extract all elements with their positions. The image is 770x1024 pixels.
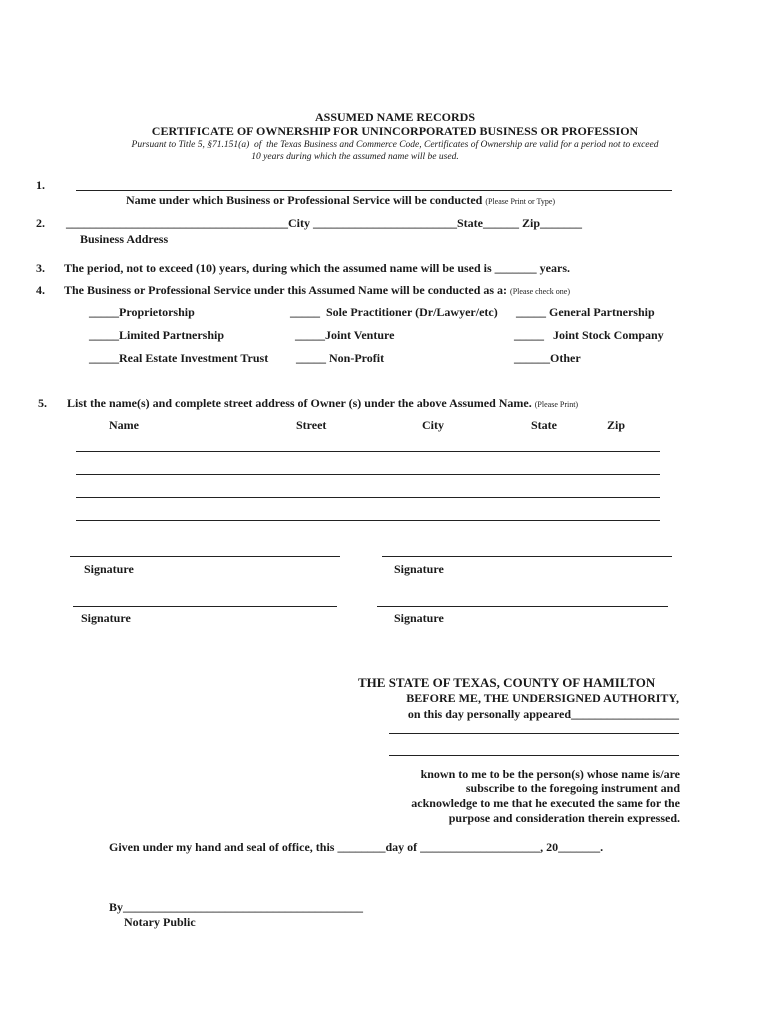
appeared-name-line-1[interactable] xyxy=(389,733,679,734)
option-joint-stock-company[interactable]: _____ Joint Stock Company xyxy=(514,328,664,342)
period-years-text[interactable]: The period, not to exceed (10) years, during which the assumed name will be used is _______ years. xyxy=(64,261,570,275)
column-zip: Zip xyxy=(607,418,626,432)
signature-line-1[interactable] xyxy=(70,556,340,557)
owner-line-3[interactable] xyxy=(76,497,660,498)
option-real-estate-investment-trust[interactable]: _____Real Estate Investment Trust xyxy=(89,351,269,365)
option-proprietorship[interactable]: _____Proprietorship xyxy=(89,305,195,319)
item-1-number: 1. xyxy=(36,178,45,192)
option-sole-practitioner[interactable]: _____ Sole Practitioner (Dr/Lawyer/etc) xyxy=(290,305,498,319)
known-text-3: acknowledge to me that he executed the same for the xyxy=(411,796,680,810)
business-name-field[interactable] xyxy=(76,190,672,191)
signature-label-2: Signature xyxy=(394,562,444,576)
state-county-heading: THE STATE OF TEXAS, COUNTY OF HAMILTON xyxy=(358,675,656,690)
column-name: Name xyxy=(109,418,139,432)
business-type-prompt: The Business or Professional Service under this Assumed Name will be conducted as a: (Please check one) xyxy=(64,283,570,297)
item-5-number: 5. xyxy=(38,396,47,410)
statute-note-line2: 10 years during which the assumed name will be used. xyxy=(251,152,459,162)
owner-line-4[interactable] xyxy=(76,520,660,521)
signature-line-3[interactable] xyxy=(73,606,337,607)
notary-signature-field[interactable]: By________________________________________ xyxy=(109,900,364,914)
signature-line-2[interactable] xyxy=(382,556,672,557)
title-certificate: CERTIFICATE OF OWNERSHIP FOR UNINCORPORATED BUSINESS OR PROFESSION xyxy=(151,124,639,138)
owners-prompt: List the name(s) and complete street address of Owner (s) under the above Assumed Name. (Please Print) xyxy=(67,396,579,410)
signature-label-1: Signature xyxy=(84,562,134,576)
statute-note-line1: Pursuant to Title 5, §71.151(a) of the Texas Business and Commerce Code, Certificates of Ownership are valid for a period not to exceed xyxy=(131,140,659,150)
business-name-label: Name under which Business or Professional Service will be conducted (Please Print or Type) xyxy=(126,193,556,207)
known-text-2: subscribe to the foregoing instrument and xyxy=(465,781,680,795)
known-text-4: purpose and consideration therein expressed. xyxy=(448,811,680,825)
option-non-profit[interactable]: _____ Non-Profit xyxy=(296,351,385,365)
business-address-field[interactable]: _____________________________________City ________________________State______ Zip_______ xyxy=(66,216,582,230)
option-limited-partnership[interactable]: _____Limited Partnership xyxy=(89,328,224,342)
signature-label-3: Signature xyxy=(81,611,131,625)
title-assumed-name-records: ASSUMED NAME RECORDS xyxy=(314,110,475,124)
item-4-number: 4. xyxy=(36,283,45,297)
item-2-number: 2. xyxy=(36,216,45,230)
business-address-label: Business Address xyxy=(80,232,169,246)
owner-line-2[interactable] xyxy=(76,474,660,475)
signature-line-4[interactable] xyxy=(377,606,668,607)
option-general-partnership[interactable]: _____ General Partnership xyxy=(516,305,655,319)
column-street: Street xyxy=(296,418,327,432)
notary-public-label: Notary Public xyxy=(124,915,196,929)
signature-label-4: Signature xyxy=(394,611,444,625)
owner-line-1[interactable] xyxy=(76,451,660,452)
personally-appeared-field[interactable]: on this day personally appeared__________________ xyxy=(407,707,679,721)
known-text-1: known to me to be the person(s) whose name is/are xyxy=(420,767,680,781)
option-other[interactable]: ______Other xyxy=(514,351,581,365)
item-3-number: 3. xyxy=(36,261,45,275)
given-under-hand-text[interactable]: Given under my hand and seal of office, this ________day of ____________________, 20_______. xyxy=(109,840,604,854)
column-city: City xyxy=(422,418,444,432)
option-joint-venture[interactable]: _____Joint Venture xyxy=(295,328,395,342)
before-me-text: BEFORE ME, THE UNDERSIGNED AUTHORITY, xyxy=(406,691,679,705)
column-state: State xyxy=(531,418,557,432)
appeared-name-line-2[interactable] xyxy=(389,755,679,756)
